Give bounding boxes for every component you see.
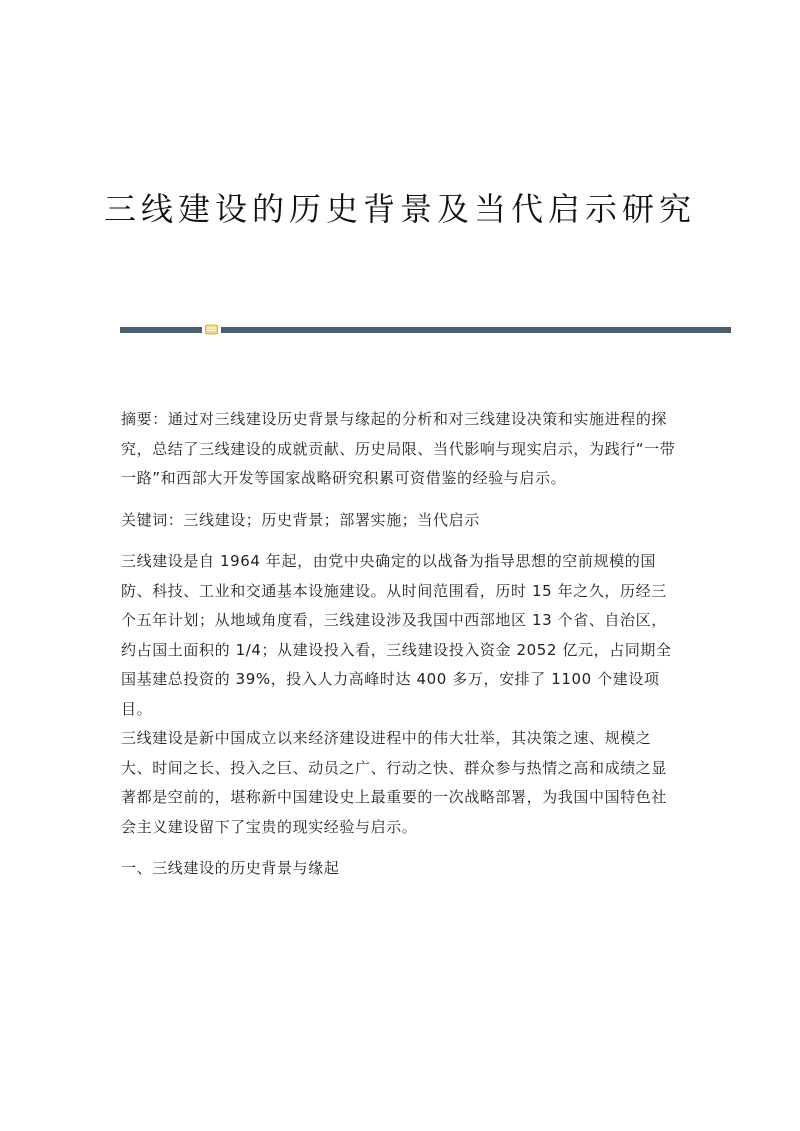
keywords-label: 关键词： — [121, 510, 184, 529]
title-divider — [120, 324, 731, 336]
abstract-text: 通过对三线建设历史背景与缘起的分析和对三线建设决策和实施进程的探究，总结了三线建设的成就贡献、历史局限、当代影响与现实启示，为践行“一带一路”和西部大开发等国家战略研究积累可资借鉴的经验与启示。 — [121, 410, 676, 487]
document-body — [121, 405, 681, 884]
document-title: 三线建设的历史背景及当代启示研究 — [103, 190, 696, 228]
keywords-paragraph — [121, 506, 681, 536]
divider-bar-left — [120, 327, 202, 333]
section-heading: 一、三线建设的历史背景与缘起 — [121, 859, 340, 877]
keywords-text: 三线建设；历史背景；部署实施；当代启示 — [183, 510, 480, 529]
abstract-label: 摘要： — [121, 410, 168, 428]
divider-bar-right — [221, 327, 731, 333]
body-paragraph: 三线建设是自 1964 年起，由党中央确定的以战备为指导思想的空前规模的国防、科技、工业和交通基本设施建设。从时间范围看，历时 15 年之久，历经三个五年计划；从地域角度看，三线建设涉及我国中西部地区 13 个省、自治区，约占国土面积的 1/4；从建设投入看，三线建设投入资金 2052 亿元，占同期全国基建总投资的 39%，投入人力高峰时达 400 多万，安排了 1100 个建设项目。 — [121, 552, 672, 718]
body-paragraph: 三线建设是新中国成立以来经济建设进程中的伟大壮举，其决策之速、规模之大、时间之长、投入之巨、动员之广、行动之快、群众参与热情之高和成绩之显著都是空前的，堪称新中国建设史上最重要的一次战略部署，为我国中国特色社会主义建设留下了宝贵的现实经验与启示。 — [121, 729, 668, 836]
abstract-paragraph — [121, 405, 681, 494]
ornament-icon — [205, 324, 218, 335]
